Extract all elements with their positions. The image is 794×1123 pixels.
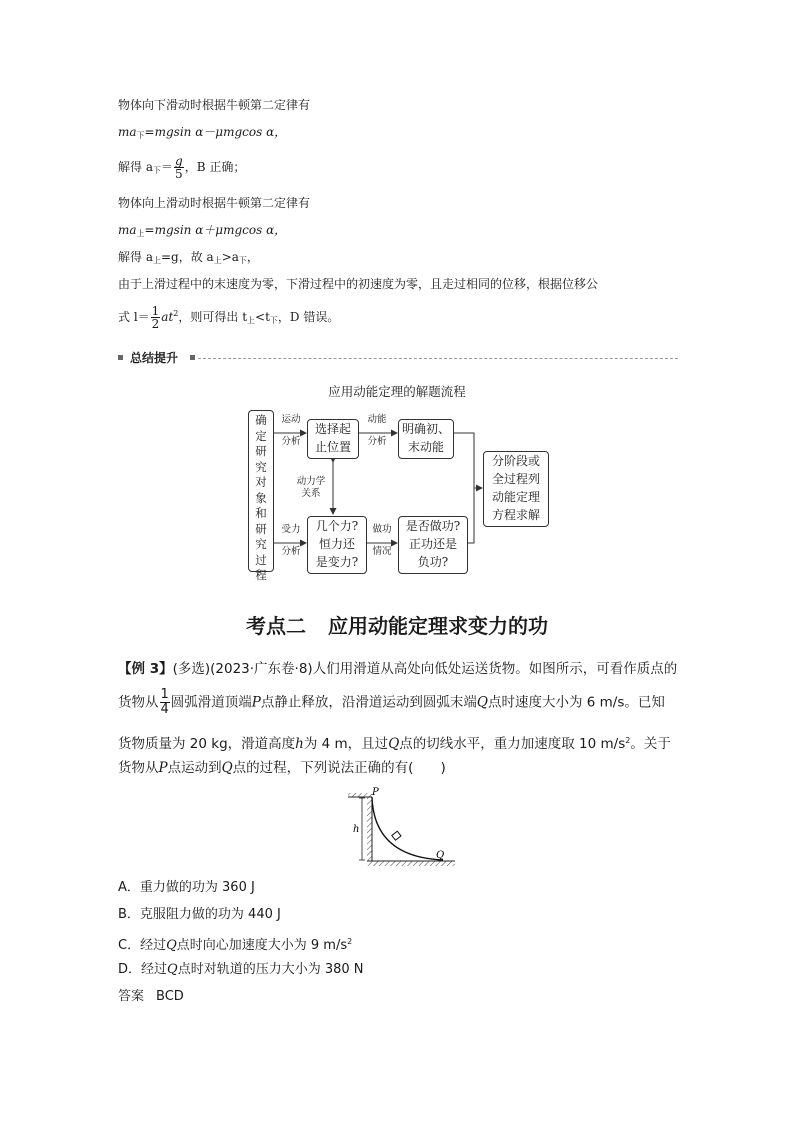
solution-line-2: $ma_下=mgsin$ α－μmgcos α，	[118, 125, 287, 140]
section-heading	[0, 610, 794, 639]
answer	[118, 988, 184, 1006]
flow-box-work-sign: 是否做功? 正功还是 负功?	[398, 516, 468, 574]
flow-label-dynamics: 动力学 关系	[296, 476, 326, 499]
option-c: C．经过Q点时向心加速度大小为 9 $m/s^2$	[118, 937, 353, 953]
example-line-4: 货物从P点运动到Q点的过程，下列说法正确的有( )	[118, 760, 446, 776]
summary-label: 总结提升	[130, 351, 179, 365]
solution-line-6: 解得 $a_上=g$，故 $a_上>a_下$，	[118, 250, 259, 265]
option-a: A．重力做的功为 360 J	[118, 880, 255, 895]
label-Q: Q	[436, 850, 445, 861]
example-line-2: 货物从 $\frac{1}{4}$ 圆弧滑道顶端P点静止释放，沿滑道运动到圆弧末端Q点时速度大小为 6 m/s。已知	[118, 687, 665, 717]
solution-line-4: 物体向上滑动时根据牛顿第二定律有	[118, 196, 311, 210]
flow-box-forces: 几个力? 恒力还 是变力?	[307, 516, 367, 574]
answer-value: BCD	[156, 989, 184, 1004]
solution-line-8: 式 l＝ $\frac{1}{2}$ $at^2$，则可得出 $t_上<t_下$，D 错误。	[118, 304, 340, 331]
slide-figure	[340, 786, 460, 868]
option-d: D．经过Q点时对轨道的压力大小为 380 N	[118, 962, 364, 977]
flow-box-determine-object: 确 定 研 究 对 象 和 研 究 过 程	[248, 410, 274, 572]
example-tag: 【例 3】	[118, 661, 173, 677]
flow-box-solve-equation: 分阶段或 全过程列 动能定理 方程求解	[483, 451, 549, 527]
flowchart-title: 应用动能定理的解题流程	[328, 384, 466, 399]
solution-line-5: $ma_上=mgsin$ α＋μmgcos α，	[118, 223, 287, 238]
section-title: 应用动能定理求变力的功	[328, 614, 548, 638]
solution-line-1: 物体向下滑动时根据牛顿第二定律有	[118, 98, 311, 112]
label-P: P	[372, 787, 379, 798]
option-b: B．克服阻力做的功为 440 J	[118, 907, 281, 922]
solution-line-3: 解得 $a_下=$ $\frac{g}{5}$ ，B 正确；	[118, 154, 246, 181]
label-h: h	[353, 824, 360, 835]
example-line-3: 货物质量为 20 kg，滑道高度h为 4 m，且过Q点的切线水平，重力加速度取 10 $m/s^2$。关于	[118, 736, 671, 752]
flow-box-choose-start-end: 选择起 止位置	[307, 419, 359, 459]
example-line-1: 【例 3】(多选)(2023·广东卷·8)人们用滑道从高处向低处运送货物。如图所示，可看作质点的	[118, 661, 678, 677]
flow-box-clarify-kinetic-energy: 明确初、 末动能	[398, 419, 454, 459]
answer-label: 答案	[118, 989, 145, 1004]
section-number: 考点二	[246, 614, 306, 638]
solution-line-7: 由于上滑过程中的末速度为零，下滑过程中的初速度为零，且走过相同的位移，根据位移公	[118, 277, 599, 291]
